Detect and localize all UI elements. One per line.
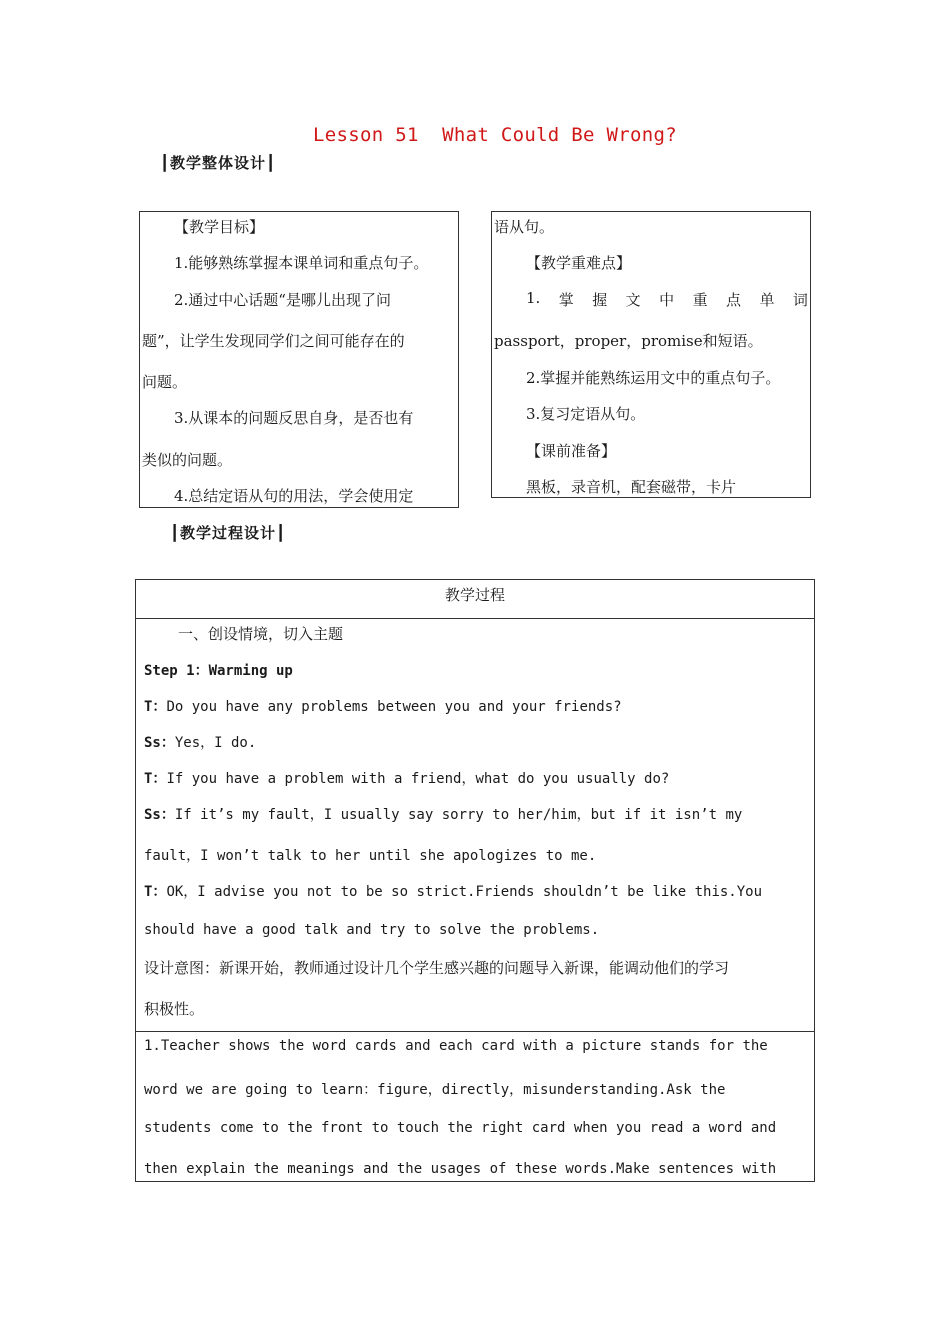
stage-heading: 一、创设情境，切入主题 xyxy=(178,625,344,643)
section-heading-overall-design: ┃教学整体设计┃ xyxy=(160,154,277,172)
objective-3-line-1: 3.从课本的问题反思自身，是否也有 xyxy=(174,409,414,427)
key-point-2: 2.掌握并能熟练运用文中的重点句子。 xyxy=(526,369,781,387)
kp-char: 文 xyxy=(625,291,641,309)
process-table-header: 教学过程 xyxy=(444,586,505,604)
clause-continuation: 语从句。 xyxy=(494,218,555,236)
word-activity-line-1: 1.Teacher shows the word cards and each card with a picture stands for the xyxy=(144,1038,768,1054)
kp-char: 点 xyxy=(726,291,742,309)
dialogue-line xyxy=(144,768,669,788)
table-divider xyxy=(136,1031,814,1032)
speaker-label: T： xyxy=(144,884,167,900)
kp-char: 单 xyxy=(759,291,775,309)
key-point-1-line-2: passport，proper，promise和短语。 xyxy=(494,332,763,350)
word-activity-line-2: word we are going to learn：figure，directly，misunderstanding.Ask the xyxy=(144,1082,726,1098)
objective-2-line-2: 题”，让学生发现同学们之间可能存在的 xyxy=(142,332,405,350)
dialogue-line xyxy=(144,696,622,716)
dialogue-line xyxy=(144,881,762,901)
objective-2-line-1: 2.通过中心话题“是哪儿出现了问 xyxy=(174,291,391,309)
design-intent-line-1: 设计意图：新课开始，教师通过设计几个学生感兴趣的问题导入新课，能调动他们的学习 xyxy=(144,959,730,977)
page-title: Lesson 51 What Could Be Wrong? xyxy=(313,124,677,146)
dialogue-text: OK，I advise you not to be so strict.Friends shouldn’t be like this.You xyxy=(166,884,763,900)
word-activity-line-3: students come to the front to touch the right card when you read a word and xyxy=(144,1120,777,1136)
kp-char: 重 xyxy=(692,291,708,309)
process-table xyxy=(135,579,815,1182)
objective-2-line-3: 问题。 xyxy=(142,373,188,391)
dialogue-continuation: fault，I won’t talk to her until she apologizes to me. xyxy=(144,848,597,864)
dialogue-continuation: should have a good talk and try to solve the problems. xyxy=(144,922,600,938)
key-point-3: 3.复习定语从句。 xyxy=(526,405,646,423)
preparation-items: 黑板，录音机，配套磁带，卡片 xyxy=(526,478,737,496)
speaker-label: Ss： xyxy=(144,735,175,751)
preparation-heading: 【课前准备】 xyxy=(526,442,617,460)
dialogue-line xyxy=(144,804,742,824)
word-activity-line-4: then explain the meanings and the usages of these words.Make sentences with xyxy=(144,1161,777,1177)
objective-1: 1.能够熟练掌握本课单词和重点句子。 xyxy=(174,254,429,272)
speaker-label: Ss： xyxy=(144,807,175,823)
objective-3-line-2: 类似的问题。 xyxy=(142,451,233,469)
kp-char: 掌 xyxy=(558,291,574,309)
dialogue-text: Do you have any problems between you and your friends? xyxy=(166,699,622,715)
key-points-box xyxy=(491,211,811,498)
design-intent-line-2: 积极性。 xyxy=(144,1000,205,1018)
key-points-heading: 【教学重难点】 xyxy=(526,254,632,272)
key-point-1-line-1 xyxy=(526,289,808,310)
section-heading-process-design: ┃教学过程设计┃ xyxy=(170,524,287,542)
kp-char: 1. xyxy=(526,289,541,307)
dialogue-line xyxy=(144,732,256,752)
speaker-label: T： xyxy=(144,699,167,715)
kp-char: 握 xyxy=(592,291,608,309)
dialogue-text: Yes，I do. xyxy=(174,735,257,751)
kp-char: 中 xyxy=(659,291,675,309)
objective-4-line-1: 4.总结定语从句的用法，学会使用定 xyxy=(174,487,414,505)
objectives-heading: 【教学目标】 xyxy=(174,218,265,236)
dialogue-text: If it’s my fault，I usually say sorry to her/him，but if it isn’t my xyxy=(174,807,743,823)
dialogue-text: If you have a problem with a friend，what do you usually do? xyxy=(166,771,670,787)
step-heading: Step 1：Warming up xyxy=(144,663,293,679)
kp-char: 词 xyxy=(792,291,808,309)
speaker-label: T： xyxy=(144,771,167,787)
objectives-box xyxy=(139,211,459,508)
table-divider xyxy=(136,618,814,619)
